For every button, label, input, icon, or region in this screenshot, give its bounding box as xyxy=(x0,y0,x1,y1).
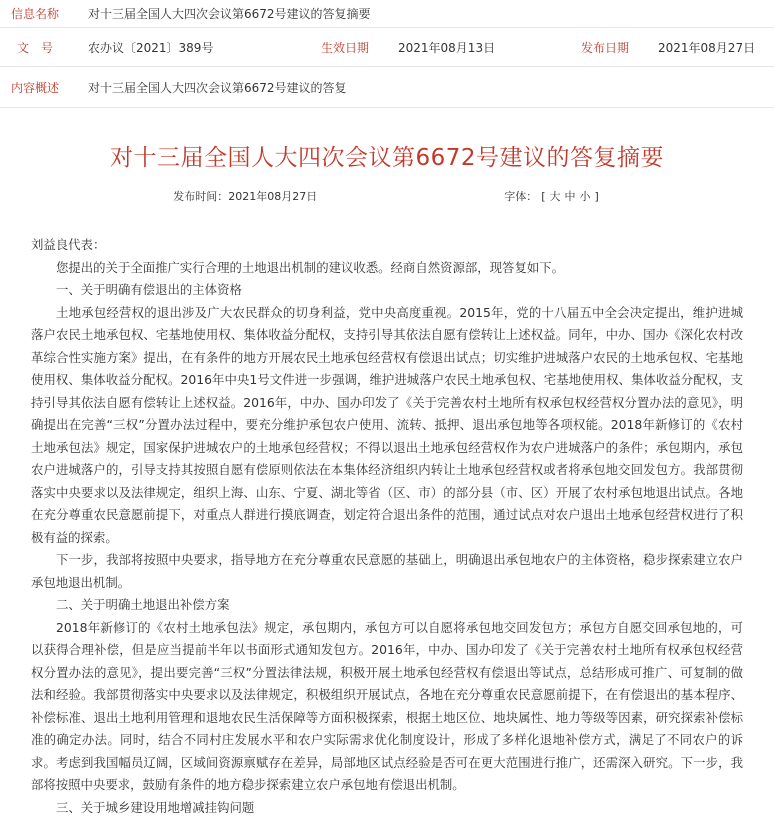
publish-time-label: 发布时间： xyxy=(173,190,228,203)
section-heading: 一、关于明确有偿退出的主体资格 xyxy=(31,279,743,302)
font-small-link[interactable]: 小 xyxy=(580,190,591,203)
info-row-name xyxy=(0,0,774,28)
paragraph: 2018年新修订的《农村土地承包法》规定，承包期内，承包方可以自愿将承包地交回发包方；承包方自愿交回承包地的，可以获得合理补偿，但是应当提前半年以书面形式通知发包方。2016年，中办、国办印发了《关于完善农村土地所有权承包权经营权分置办法的意见》，提出要完善“三权”分置法律法规，积极开展土地承包经营权有偿退出等试点，总结形成可推广、可复制的做法和经验。我部贯彻落实中央要求以及法律规定，积极组织开展试点，各地在充分尊重农民意愿前提下，在有偿退出的基本程序、补偿标准、退出土地利用管理和退地农民生活保障等方面积极探索，根据土地区位、地块属性、地力等级等因素，研究探索补偿标准的确定办法。同时，结合不同村庄发展水平和农户实际需求优化制度设计，形成了多样化退地补偿方式，满足了不同农户的诉求。考虑到我国幅员辽阔，区域间资源禀赋存在差异，局部地区试点经验是否可在更大范围进行推广，还需深入研究。下一步，我部将按照中央要求，鼓励有条件的地方稳步探索建立农户承包地有偿退出机制。 xyxy=(31,617,743,797)
info-name-label: 信息名称 xyxy=(0,5,70,22)
publish-date-label: 发布日期 xyxy=(570,39,640,56)
article-body xyxy=(0,234,774,819)
paragraph: 您提出的关于全面推广实行合理的土地退出机制的建议收悉。经商自然资源部，现答复如下。 xyxy=(31,257,743,280)
info-table xyxy=(0,0,774,108)
publish-time xyxy=(173,188,317,204)
font-medium-link[interactable]: 中 xyxy=(565,190,576,203)
summary-value: 对十三届全国人大四次会议第6672号建议的答复 xyxy=(70,79,347,96)
info-row-doc xyxy=(0,28,774,67)
paragraph: 下一步，我部将按照中央要求，指导地方在充分尊重农民意愿的基础上，明确退出承包地农户的主体资格，稳步探索建立农户承包地退出机制。 xyxy=(31,549,743,594)
info-name-value: 对十三届全国人大四次会议第6672号建议的答复摘要 xyxy=(70,5,371,22)
doc-number-label: 文 号 xyxy=(0,39,70,56)
section-heading: 三、关于城乡建设用地增减挂钩问题 xyxy=(31,797,743,819)
summary-label: 内容概述 xyxy=(0,79,70,96)
publish-date-value: 2021年08月27日 xyxy=(640,39,755,56)
font-bracket-close: ] xyxy=(595,190,599,203)
info-row-summary xyxy=(0,67,774,108)
doc-number-value: 农办议〔2021〕389号 xyxy=(70,39,310,56)
article-title: 对十三届全国人大四次会议第6672号建议的答复摘要 xyxy=(0,128,774,174)
section-heading: 二、关于明确土地退出补偿方案 xyxy=(31,594,743,617)
paragraph: 土地承包经营权的退出涉及广大农民群众的切身利益，党中央高度重视。2015年，党的十八届五中全会决定提出，维护进城落户农民土地承包权、宅基地使用权、集体收益分配权，支持引导其依法自愿有偿转让上述权益。同年，中办、国办《深化农村改革综合性实施方案》提出，在有条件的地方开展农民土地承包经营权有偿退出试点；切实维护进城落户农民的土地承包权、宅基地使用权、集体收益分配权。2016年中央1号文件进一步强调，维护进城落户农民土地承包权、宅基地使用权、集体收益分配权，支持引导其依法自愿有偿转让上述权益。2016年，中办、国办印发了《关于完善农村土地所有权承包权经营权分置办法的意见》，明确提出在完善“三权”分置办法过程中，要充分维护承包农户使用、流转、抵押、退出承包地等各项权能。2018年新修订的《农村土地承包法》规定，国家保护进城农户的土地承包经营权；不得以退出土地承包经营权作为农户进城落户的条件；承包期内，承包农户进城落户的，引导支持其按照自愿有偿原则依法在本集体经济组织内转让土地承包经营权或者将承包地交回发包方。我部贯彻落实中央要求以及法律规定，组织上海、山东、宁夏、湖北等省（区、市）的部分县（市、区）开展了农村承包地退出试点。各地在充分尊重农民意愿前提下，对重点人群进行摸底调查，划定符合退出条件的范围，通过试点对农户退出土地承包经营权进行了积极有益的探索。 xyxy=(31,302,743,550)
publish-time-value: 2021年08月27日 xyxy=(228,190,317,203)
font-size-label: 字体： xyxy=(504,190,537,203)
font-bracket-open: [ xyxy=(541,190,545,203)
effective-date-value: 2021年08月13日 xyxy=(380,39,570,56)
effective-date-label: 生效日期 xyxy=(310,39,380,56)
font-large-link[interactable]: 大 xyxy=(550,190,561,203)
article-subinfo xyxy=(0,188,774,204)
font-size-switcher xyxy=(502,188,601,204)
salutation: 刘益良代表： xyxy=(31,234,743,257)
